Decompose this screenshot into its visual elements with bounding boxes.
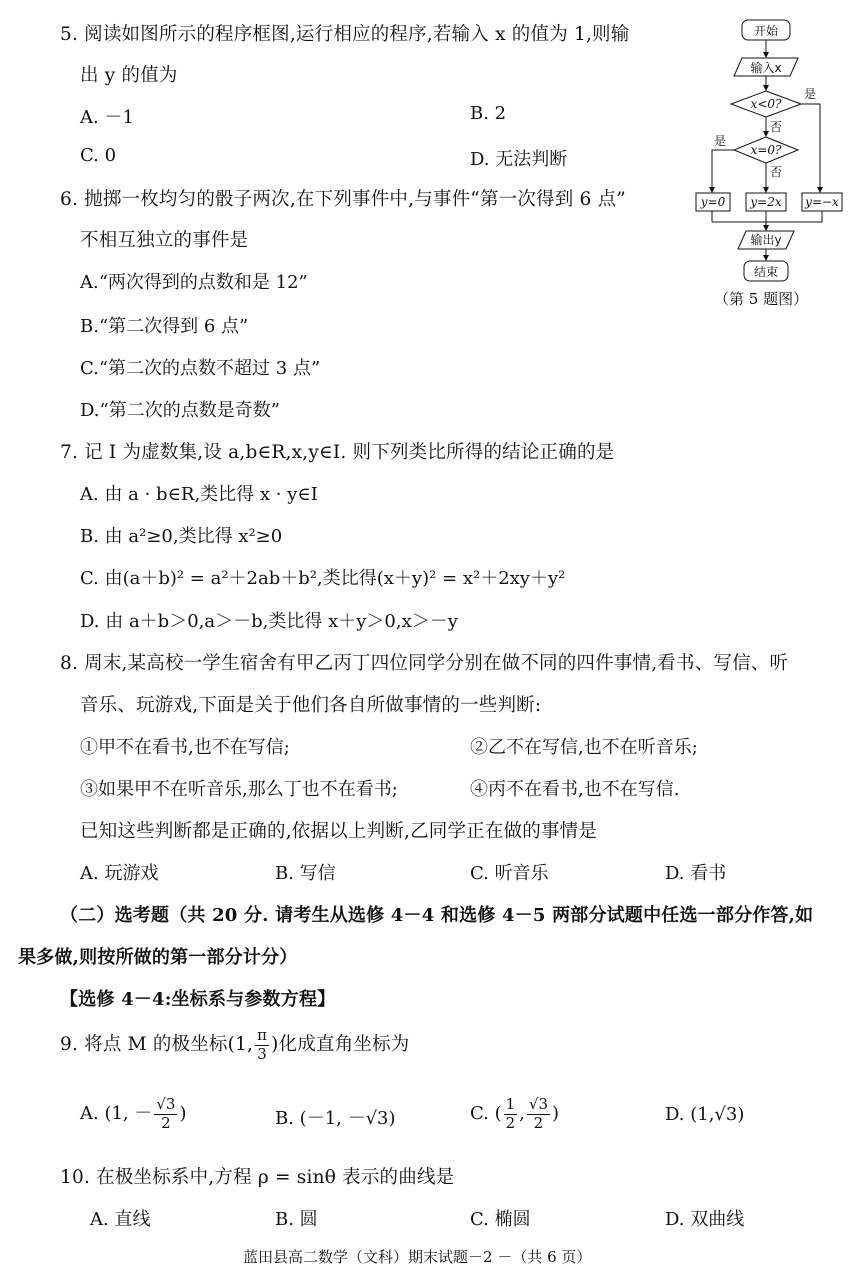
q5-option-d: D. 无法判断 <box>470 149 568 170</box>
q7-option-c: C. 由(a＋b)² = a²＋2ab＋b²,类比得(x＋y)² = x²＋2xy＋y² <box>80 568 566 589</box>
q9-option-c-num2: √3 <box>528 1095 548 1114</box>
section2-line2: 果多做,则按所做的第一部分计分） <box>18 947 298 968</box>
q8-line1: 8. 周末,某高校一学生宿舍有甲乙丙丁四位同学分别在做不同的四件事情,看书、写信、听 <box>60 653 789 674</box>
q5-option-c: C. 0 <box>80 145 117 166</box>
q6-option-d: D.“第二次的点数是奇数” <box>80 400 280 421</box>
q9-option-b: B. (－1, －√3) <box>275 1108 396 1129</box>
q10-option-a: A. 直线 <box>90 1209 151 1230</box>
q9-option-d: D. (1,√3) <box>665 1104 745 1125</box>
flow-condition2-label: x=0? <box>750 143 782 157</box>
q6-option-a: A.“两次得到的点数和是 12” <box>80 272 308 293</box>
q7-option-b: B. 由 a²≥0,类比得 x²≥0 <box>80 526 283 547</box>
q8-option-b: B. 写信 <box>275 863 336 884</box>
q10-option-b: B. 圆 <box>275 1209 318 1230</box>
q8-judgement-3: ③如果甲不在听音乐,那么丁也不在看书; <box>80 779 398 800</box>
q6-line2: 不相互独立的事件是 <box>80 230 249 251</box>
flow-start-label: 开始 <box>753 24 779 38</box>
flow-condition1-label: x<0? <box>750 97 782 111</box>
q6-option-c: C.“第二次的点数不超过 3 点” <box>80 358 321 379</box>
flow-output-label: 输出y <box>750 233 782 247</box>
section2-heading: 【选修 4－4:坐标系与参数方程】 <box>60 989 336 1010</box>
page-footer: 蓝田县高二数学（文科）期末试题－2 －（共 6 页） <box>243 1248 592 1266</box>
q9-stem-pre: 9. 将点 M 的极坐标(1, <box>60 1034 254 1055</box>
q9-option-c-den1: 2 <box>505 1113 516 1132</box>
q8-option-a: A. 玩游戏 <box>80 863 159 884</box>
q8-line2: 音乐、玩游戏,下面是关于他们各自所做事情的一些判断: <box>80 695 542 716</box>
q6-line1: 6. 抛掷一枚均匀的骰子两次,在下列事件中,与事件“第一次得到 6 点” <box>60 189 626 210</box>
q9-fraction-den: 3 <box>257 1044 268 1063</box>
q8-option-c: C. 听音乐 <box>470 863 549 884</box>
q8-judgement-2: ②乙不在写信,也不在听音乐; <box>470 737 698 758</box>
flow-end-label: 结束 <box>753 265 779 279</box>
q10-option-c: C. 椭圆 <box>470 1209 531 1230</box>
q5-line2: 出 y 的值为 <box>80 65 178 86</box>
flowchart-caption: （第 5 题图） <box>714 290 809 308</box>
q8-judgement-1: ①甲不在看书,也不在写信; <box>80 737 290 758</box>
q9-option-a-frac <box>154 1096 177 1132</box>
q5-line1: 5. 阅读如图所示的程序框图,运行相应的程序,若输入 x 的值为 1,则输 <box>60 24 630 45</box>
q10-stem: 10. 在极坐标系中,方程 ρ = sinθ 表示的曲线是 <box>60 1167 455 1188</box>
q5-option-a: A. －1 <box>80 107 134 128</box>
flow-yes-label-1: 是 <box>804 87 817 101</box>
q6-option-b: B.“第二次得到 6 点” <box>80 316 249 337</box>
q9-option-c: C. ( $\frac{1}{2}$ , $\frac{√3}{2}$ ) <box>470 1095 560 1132</box>
q9-stem <box>60 1025 410 1065</box>
q9-fraction-num: π <box>257 1026 268 1045</box>
q9-option-c-frac2 <box>527 1096 550 1132</box>
flow-box-left-label: y=0 <box>700 195 726 209</box>
flow-no-label-2: 否 <box>770 165 783 179</box>
q9-option-a: A. (1, － $\frac{√3}{2}$ ) <box>80 1095 187 1132</box>
q8-option-d: D. 看书 <box>665 863 727 884</box>
q8-line3: 已知这些判断都是正确的,依据以上判断,乙同学正在做的事情是 <box>80 821 598 842</box>
q9-option-a-num: √3 <box>156 1095 176 1114</box>
q9-option-a-pre: A. (1, － <box>80 1103 153 1124</box>
program-flowchart <box>690 12 850 312</box>
flow-input-label: 输入x <box>750 61 782 75</box>
flow-no-label-1: 否 <box>770 120 783 134</box>
flow-yes-label-2: 是 <box>714 134 727 148</box>
q9-option-c-den2: 2 <box>533 1113 544 1132</box>
q7-option-a: A. 由 a · b∈R,类比得 x · y∈I <box>80 484 318 505</box>
q9-fraction <box>255 1027 269 1063</box>
flow-box-right-label: y=−x <box>805 195 839 209</box>
q8-judgement-4: ④丙不在看书,也不在写信. <box>470 779 680 800</box>
flow-box-mid-label: y=2x <box>750 195 782 209</box>
q5-option-b: B. 2 <box>470 103 507 124</box>
q9-option-c-pre: C. ( <box>470 1103 502 1124</box>
section2-line1: （二）选考题（共 20 分. 请考生从选修 4－4 和选修 4－5 两部分试题中任选一部分作答,如 <box>60 905 814 926</box>
q7-option-d: D. 由 a＋b＞0,a＞－b,类比得 x＋y＞0,x＞－y <box>80 611 458 632</box>
q7-stem: 7. 记 I 为虚数集,设 a,b∈R,x,y∈I. 则下列类比所得的结论正确的是 <box>60 442 615 463</box>
q9-option-a-den: 2 <box>161 1113 171 1132</box>
q9-option-c-num1: 1 <box>505 1095 516 1114</box>
q10-option-d: D. 双曲线 <box>665 1209 745 1230</box>
q9-option-c-frac1 <box>504 1096 518 1132</box>
q9-stem-post: )化成直角坐标为 <box>271 1034 410 1055</box>
